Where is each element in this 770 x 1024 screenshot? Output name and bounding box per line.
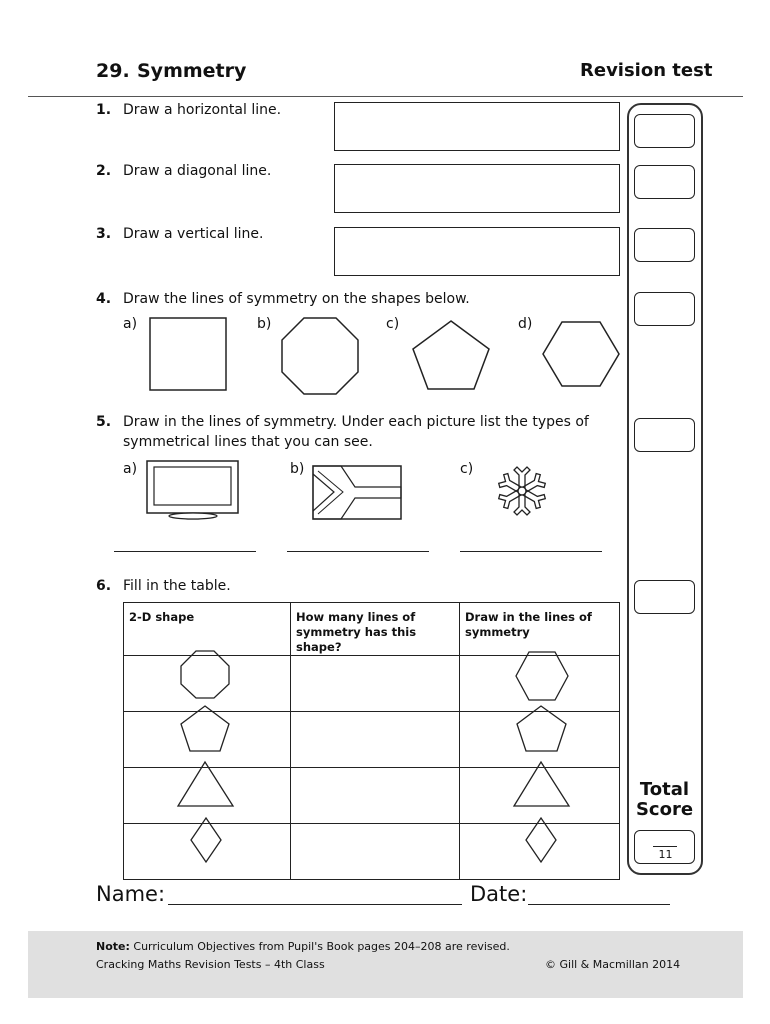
table-draw-pentagon-shape [517,706,566,751]
table-draw-hexagon-shape [516,652,568,700]
footer-note-label: Note: [96,940,130,953]
q5-number: 5. [96,414,112,430]
name-input-line[interactable] [168,904,462,905]
q2-text: Draw a diagonal line. [123,163,272,179]
date-input-line[interactable] [528,904,670,905]
q5-label-c: c) [460,461,474,477]
table-pentagon-shape [181,706,229,751]
footer-note-text: Curriculum Objectives from Pupil's Book pages 204–208 are revised. [129,940,510,953]
q4-text: Draw the lines of symmetry on the shapes below. [123,291,470,307]
q5-label-a: a) [123,461,138,477]
footer-note [96,940,510,953]
q3-text: Draw a vertical line. [123,226,264,242]
score-label: Score [635,799,694,820]
page-title: Symmetry [137,60,247,82]
q4-label-c: c) [386,316,400,332]
q6-header-count: How many lines of symmetry has this shape? [296,610,417,654]
revision-test-label: Revision test [580,60,713,81]
q6-number: 6. [96,578,112,594]
q5-text-line1: Draw in the lines of symmetry. Under each picture list the types of [123,414,589,430]
q6-text: Fill in the table. [123,578,231,594]
total-label: Total [639,779,690,800]
q2-number: 2. [96,163,112,179]
q4-label-a: a) [123,316,138,332]
total-out-of: 11 [658,848,673,861]
q6-header-draw: Draw in the lines of symmetry [465,610,592,639]
q5-label-b: b) [290,461,305,477]
footer-copyright: © Gill & Macmillan 2014 [545,958,681,971]
table-octagon-shape [181,651,229,698]
q3-number: 3. [96,226,112,242]
date-label: Date: [470,882,528,906]
q6-header-shape: 2-D shape [129,610,195,624]
q4-label-b: b) [257,316,272,332]
table-diamond-shape [191,818,221,862]
test-number: 29. [96,60,130,82]
q5-text-line2: symmetrical lines that you can see. [123,434,373,450]
table-draw-triangle-shape [514,762,569,806]
q4-label-d: d) [518,316,533,332]
table-draw-diamond-shape [526,818,556,862]
name-label: Name: [96,882,166,906]
q1-text: Draw a horizontal line. [123,102,282,118]
q4-number: 4. [96,291,112,307]
table-triangle-shape [178,762,233,806]
footer-series: Cracking Maths Revision Tests – 4th Class [96,958,325,971]
q1-number: 1. [96,102,112,118]
